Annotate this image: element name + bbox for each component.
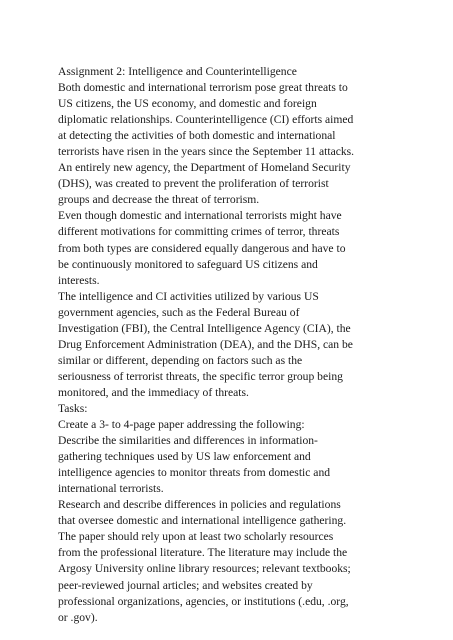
text-line: (DHS), was created to prevent the proliferation of terrorist bbox=[58, 177, 329, 191]
text-line: groups and decrease the threat of terrorism. bbox=[58, 193, 260, 207]
text-line: government agencies, such as the Federal Bureau of bbox=[58, 305, 300, 319]
text-line: gathering techniques used by US law enforcement and bbox=[58, 450, 311, 464]
document-body bbox=[58, 64, 403, 626]
text-line: different motivations for committing crimes of terror, threats bbox=[58, 225, 340, 239]
text-line: from the professional literature. The literature may include the bbox=[58, 546, 348, 560]
text-line: Research and describe differences in policies and regulations bbox=[58, 498, 341, 512]
text-line: Create a 3- to 4-page paper addressing the following: bbox=[58, 418, 305, 432]
text-line: diplomatic relationships. Counterintelligence (CI) efforts aimed bbox=[58, 113, 354, 127]
text-line: An entirely new agency, the Department of Homeland Security bbox=[58, 161, 351, 175]
text-line: The paper should rely upon at least two scholarly resources bbox=[58, 530, 334, 544]
text-line: professional organizations, agencies, or institutions (.edu, .org, bbox=[58, 594, 349, 608]
text-line: Both domestic and international terrorism pose great threats to bbox=[58, 81, 348, 95]
text-line: or .gov). bbox=[58, 610, 98, 624]
text-line: peer-reviewed journal articles; and websites created by bbox=[58, 578, 313, 592]
text-line: be continuously monitored to safeguard US citizens and bbox=[58, 257, 318, 271]
text-line: US citizens, the US economy, and domestic and foreign bbox=[58, 97, 317, 111]
text-line: similar or different, depending on factors such as the bbox=[58, 353, 303, 367]
text-line: The intelligence and CI activities utilized by various US bbox=[58, 289, 319, 303]
text-line: international terrorists. bbox=[58, 482, 164, 496]
text-line: at detecting the activities of both domestic and international bbox=[58, 129, 336, 143]
text-line: Even though domestic and international terrorists might have bbox=[58, 209, 342, 223]
text-line: terrorists have risen in the years since the September 11 attacks. bbox=[58, 145, 355, 159]
text-line: Argosy University online library resources; relevant textbooks; bbox=[58, 562, 351, 576]
tasks-heading: Tasks: bbox=[58, 401, 88, 415]
text-line: intelligence agencies to monitor threats from domestic and bbox=[58, 466, 331, 480]
text-line: that oversee domestic and international intelligence gathering. bbox=[58, 514, 347, 528]
text-line: from both types are considered equally dangerous and have to bbox=[58, 241, 346, 255]
text-line: interests. bbox=[58, 273, 100, 287]
text-line: Investigation (FBI), the Central Intelligence Agency (CIA), the bbox=[58, 321, 351, 335]
text-line: Describe the similarities and differences in information- bbox=[58, 434, 318, 448]
text-line: Drug Enforcement Administration (DEA), and the DHS, can be bbox=[58, 337, 353, 351]
text-line: monitored, and the immediacy of threats. bbox=[58, 385, 249, 399]
document-title: Assignment 2: Intelligence and Counterintelligence bbox=[58, 65, 297, 78]
text-line: seriousness of terrorist threats, the specific terror group being bbox=[58, 369, 343, 383]
